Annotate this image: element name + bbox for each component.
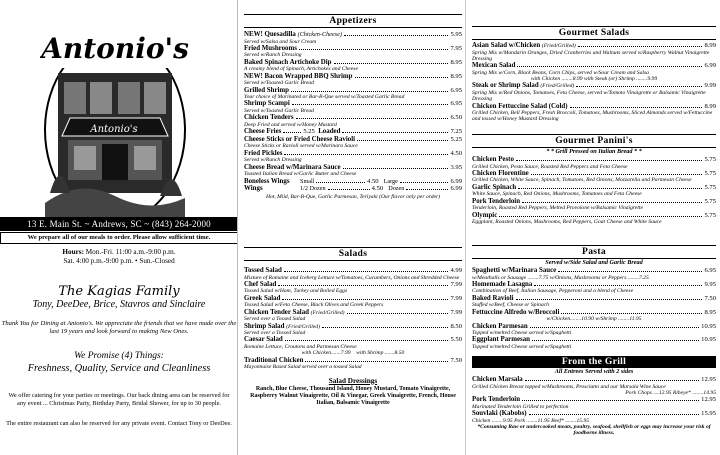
item-price: 5.75 — [704, 169, 716, 177]
item-price: 8.99 — [704, 102, 716, 110]
salads-heading: Salads — [244, 247, 462, 261]
item-desc: Served w/Ranch Dressing — [244, 157, 302, 164]
consumption-warning: *Consuming Raw or undercooked meats, poultry, seafood, shellfish or eggs may increase your risk of foodborne illness. — [477, 423, 711, 437]
item-sub: (Fried/Grilled) — [310, 309, 345, 316]
item-name: Souvlaki (Kabobs) — [472, 410, 527, 418]
item-name: Grilled Shrimp — [244, 86, 289, 94]
appetizers-section — [244, 14, 462, 200]
item-price: 6.95 — [450, 100, 462, 108]
item-price: 5.75 — [704, 156, 716, 163]
item-name: Wings — [244, 185, 263, 193]
item-desc: Mayonnaise Based Salad served over a tossed Salad — [244, 364, 362, 371]
caesar-chicken-option: with Chicken.......7.99 — [301, 350, 351, 357]
item-name: Eggplant Parmesan — [472, 336, 530, 344]
item-desc: Served over a Tossed Salad — [244, 316, 306, 323]
item-price: 12.95 — [701, 396, 716, 404]
item-price: 7.99 — [450, 308, 462, 316]
menu-item — [472, 323, 716, 337]
wings-note: Hot, Mild, Bar-B-Que, Garlic Parmesan, Teriyaki (Our flavor only per order) — [265, 193, 441, 200]
item-desc: Spring Mix w/Mandarin Oranges, Dried Cranberries and Walnuts served w/Raspberry Walnut Vinaigrette Dressing — [472, 49, 710, 62]
menu-item — [244, 309, 462, 323]
menu-item — [244, 336, 462, 356]
prepare-notice: We prepare all of our meals to order. Please allow sufficient time. — [0, 232, 238, 244]
item-desc: A creamy blend of Spinach, Artichokes and Cheese — [244, 66, 358, 73]
awning-text: Antonio's — [90, 124, 138, 135]
item-price: 3.95 — [450, 163, 462, 171]
item-price-small: 5.25 — [303, 128, 315, 136]
item-sub: (Chicken-Cheese) — [297, 31, 342, 38]
thanks-note: Thank You for Dining at Antonio's. We appreciate the friends that we have made over the last 19 years and look forward to making New Ones. — [1, 320, 237, 335]
item-price-a: 4.50 — [371, 185, 384, 193]
item-desc: Grilled Chicken, Bell Peppers, Fresh Broccoli, Tomatoes, Mushrooms, Sliced Almonds served w/Fettuccine and tossed w/Honey Mustard Dressing — [472, 110, 713, 123]
item-name: Chicken Fettuccine Salad (Cold) — [472, 102, 568, 110]
item-name: NEW! Quesadilla — [244, 31, 296, 38]
catering-note: We offer catering for your parties or meetings. Our back dining area can be reserved for any event ... Christmas Party, Birthday Party, Bridal Shower, for up to 30 people. — [8, 392, 230, 407]
menu-item — [472, 410, 716, 424]
item-name: Homemade Lasagna — [472, 280, 533, 288]
item-desc: Topped w/melted Cheese served w/Spaghetti — [472, 330, 572, 337]
item-desc: Cheese Sticks or Ravioli served w/Marinara Sauce — [244, 143, 358, 150]
item-desc: Stuffed w/Beef, Cheese or Spinach — [472, 302, 549, 309]
hours-line1: Mon.-Fri. 11:00 a.m.-9:00 p.m. — [85, 248, 176, 256]
item-price: 5.95 — [450, 31, 462, 38]
paninis-heading: Gourmet Panini's — [472, 134, 716, 148]
item-price: 4.99 — [450, 267, 462, 274]
paninis-section — [472, 134, 716, 225]
pasta-subhead: Served w/Side Salad and Garlic Bread — [545, 259, 643, 266]
item-desc: Toasted Italian Bread w/Garlic Butter and Cheese — [244, 171, 357, 178]
menu-item — [472, 103, 716, 123]
item-price-a: 4.50 — [367, 177, 379, 185]
grill-subhead: All Entrees Served with 2 sides — [554, 368, 634, 375]
item-size-b: Large — [383, 177, 398, 185]
item-price: 6.95 — [704, 267, 716, 274]
item-price: 7.50 — [450, 356, 462, 364]
address-bar: 13 E. Main St. ~ Andrews, SC ~ (843) 264-2000 — [0, 217, 238, 231]
item-name: Caesar Salad — [244, 336, 283, 344]
promise-heading: We Promise (4) Things: — [74, 351, 164, 361]
menu-item — [244, 136, 462, 150]
item-desc: Marinated Tenderloin Grilled to perfection — [472, 403, 569, 410]
mexican-options: with Chicken ........8.99 with Steak (or) Shrimp ........9.99 — [530, 76, 658, 83]
item-price: 9.95 — [704, 280, 716, 288]
item-desc: Eggplant, Roasted Onions, Mushrooms, Red Peppers, Goat Cheese and White Sauce — [472, 219, 662, 226]
item-desc: Served w/Toasted Garlic Bread — [244, 80, 314, 87]
appetizers-heading: Appetizers — [244, 14, 462, 28]
item-name: Chicken Marsala — [472, 376, 523, 383]
menu-item — [244, 59, 462, 73]
menu-item — [472, 336, 716, 350]
pasta-heading: Pasta — [472, 245, 716, 259]
menu-item — [244, 323, 462, 337]
item-desc: Mixture of Romaine and Iceberg Lettuce w/Tomatoes, Cucumbers, Onions and Shredded Cheese — [244, 274, 460, 281]
menu-item — [244, 281, 462, 295]
item-name: Cheese Bread w/Marinara Sauce — [244, 163, 341, 171]
item-name: Steak or Shrimp Salad — [472, 82, 539, 90]
item-name: Fried Mushrooms — [244, 44, 297, 52]
item-price: 6.99 — [450, 177, 463, 185]
menu-item — [472, 62, 716, 82]
menu-item — [472, 267, 716, 281]
item-price: 7.99 — [450, 280, 462, 288]
item-name: Olympic — [472, 211, 498, 219]
grill-section — [472, 356, 716, 437]
item-desc: Tenderloin, Roasted Red Peppers, Melted Provolone w/Balsamic Vinaigrette — [472, 205, 643, 212]
item-sub: (Fried/Grilled) — [541, 43, 576, 49]
item-name: Shrimp Scampi — [244, 100, 290, 108]
menu-item — [244, 178, 462, 186]
item-name: Pork Tenderloin — [472, 396, 521, 404]
item-price: 5.50 — [450, 336, 462, 344]
item-name: Asian Salad w/Chicken — [472, 42, 541, 49]
menu-item — [244, 267, 462, 281]
item-price: 4.50 — [450, 149, 462, 157]
menu-item — [472, 212, 716, 226]
family-heading: The Kagias Family — [58, 284, 180, 299]
item-name: Traditional Chicken — [244, 356, 304, 364]
item-name: Mexican Salad — [472, 62, 516, 70]
item-name: Tossed Salad — [244, 267, 282, 274]
item-desc: Spring Mix w/Corn, Black Beans, Corn Chips, served w/Sour Cream and Salsa — [472, 69, 649, 76]
item-name: Chicken Florentine — [472, 169, 529, 177]
menu-item — [472, 156, 716, 170]
appetizers-salads-column — [240, 0, 466, 455]
menu-item — [244, 45, 462, 59]
item-price: 7.25 — [450, 128, 462, 136]
item-price: 6.99 — [450, 185, 462, 193]
item-desc: Deep Fried and served w/Honey Mustard — [244, 121, 337, 128]
item-price: 6.99 — [704, 62, 716, 70]
item-price: 8.95 — [450, 72, 462, 80]
item-price: 8.99 — [704, 42, 716, 49]
item-name: NEW! Bacon Wrapped BBQ Shrimp — [244, 72, 353, 80]
item-name: Fettuccine Alfredo w/Broccoli — [472, 308, 560, 316]
item-desc: Tossed Salad w/Feta Cheese, Black Olives and Greek Peppers — [244, 302, 384, 309]
item-price: 8.50 — [450, 322, 462, 330]
gourmet-salads-section — [472, 26, 716, 123]
item-desc: Topped w/melted Cheese served w/Spaghetti — [472, 344, 572, 351]
menu-item — [244, 31, 462, 45]
menu-item — [244, 73, 462, 87]
item-desc: Your choice of Marinated or Bar-B-Que served w/Toasted Garlic Bread — [244, 94, 405, 101]
menu-item — [472, 376, 716, 396]
item-price: 5.75 — [704, 211, 716, 219]
item-name: Chicken Tender Salad — [244, 308, 309, 316]
logo-wordmark: Antonio's — [41, 32, 189, 65]
item-desc: w/Meatballs or Sausage ........7.75 w/Onions, Mushrooms or Peppers ........7.25 — [472, 274, 649, 281]
item-price: 7.95 — [450, 44, 462, 52]
item-name: Fried Pickles — [244, 149, 283, 157]
item-name: Chicken Pesto — [472, 156, 514, 163]
item-price: 5.75 — [704, 197, 716, 205]
menu-item — [472, 170, 716, 184]
item-name: Cheese Fries — [244, 128, 282, 136]
item-name: Garlic Spinach — [472, 183, 517, 191]
item-name: Greek Salad — [244, 294, 281, 302]
menu-item — [244, 164, 462, 178]
item-price: 7.50 — [704, 294, 716, 302]
item-price: 12.95 — [701, 376, 716, 383]
item-price: 6.95 — [450, 86, 462, 94]
item-price: 8.95 — [704, 308, 716, 316]
item-name: Chicken Tenders — [244, 114, 294, 122]
item-desc: Served w/Toasted Garlic Bread — [244, 108, 314, 115]
caesar-shrimp-option: with Shrimp .......8.50 — [356, 350, 405, 357]
private-event-note: The entire restaurant can also be reserved for any private event. Contact Tony or DeeDee. — [6, 420, 232, 427]
menu-item — [472, 281, 716, 295]
item-name: Chef Salad — [244, 280, 277, 288]
promise-text: Freshness, Quality, Service and Cleanliness — [27, 363, 211, 374]
pasta-section — [472, 245, 716, 350]
item-sub: (Fried/Grilled) — [540, 83, 575, 90]
item-desc: Served w/Salsa and Sour Cream — [244, 38, 317, 45]
item-desc: White Sauce, Spinach, Red Onions, Mushrooms, Tomatoes and Feta Cheese — [472, 191, 642, 198]
menu-item — [244, 357, 462, 371]
item-price: 6.50 — [450, 114, 462, 122]
item-desc: Served w/Ranch Dressing — [244, 52, 302, 59]
family-names: Tony, DeeDee, Brice, Stavros and Sinclaire — [32, 299, 206, 310]
item-desc: Romaine Lettuce, Croutons and Parmesan Cheese — [244, 344, 357, 351]
item-price: 10.95 — [701, 336, 716, 344]
paninis-subhead: * * Grill Pressed on Italian Bread * * — [546, 148, 642, 155]
item-price: 5.75 — [704, 183, 716, 191]
item-price: 7.99 — [450, 294, 462, 302]
item-name: Baked Ravioli — [472, 294, 514, 302]
item-price: 10.95 — [701, 322, 716, 330]
item-size-b: Dozen — [388, 185, 405, 193]
item-desc: Served over a Tossed Salad — [244, 330, 306, 337]
item-size-a: Small — [300, 177, 315, 185]
item-mid-label: Loaded — [318, 128, 341, 136]
item-desc: Combination of Beef, Italian Sausage, Pepperoni and a blend of Cheese — [472, 288, 634, 295]
item-desc: Grilled Chicken Breast topped w/Mushrooms, Prosciutto and our Marsala Wine Sauce — [472, 383, 666, 390]
item-price: 5.25 — [450, 135, 462, 143]
menu-item — [244, 87, 462, 101]
item-desc: Grilled Chicken, White Sauce, Spinach, Tomatoes, Red Onions, Mozzarella and Parmesan Cheese — [472, 177, 692, 184]
hours-label: Hours: — [62, 248, 84, 256]
item-price: 15.95 — [701, 410, 716, 418]
salads-section — [244, 247, 462, 407]
item-desc: Chicken ........9.95 Pork ........11.95 Beef* ........15.95 — [472, 417, 590, 424]
menu-item — [472, 396, 716, 410]
dressings-list: Ranch, Blue Cheese, Thousand Island, Honey Mustard, Tomato Vinaigrette, Raspberry Walnut Vinaigrette, Oil & Vinegar, Greek Vinaigrette, French, House Italian, Balsamic Vinaigrette — [250, 385, 456, 406]
menu-item — [244, 114, 462, 128]
item-name: Cheese Sticks or Fried Cheese Ravioli — [244, 135, 356, 143]
menu-item — [472, 295, 716, 309]
item-name: Spaghetti w/Marinara Sauce — [472, 267, 557, 274]
grill-heading: From the Grill — [472, 356, 716, 368]
menu-item — [472, 82, 716, 102]
menu-item — [472, 184, 716, 198]
menu-item — [472, 198, 716, 212]
dressings-heading: Salad Dressings — [328, 376, 378, 385]
item-desc: Spring Mix w/Red Onions, Tomatoes, Feta Cheese, served w/Tomato Vinaigrette or Balsamic Vinaigrette Dressing — [472, 89, 706, 103]
item-sub: (Fried/Grilled) — [286, 323, 320, 330]
gourmet-pasta-grill-column — [468, 0, 720, 455]
gourmet-salads-heading: Gourmet Salads — [472, 26, 716, 40]
restaurant-info-column — [0, 0, 238, 455]
item-size-a: 1/2 Dozen — [300, 185, 326, 193]
item-desc: w/Chicken........10.90 w/Shrimp ........11.95 — [546, 316, 642, 323]
hours-block — [0, 248, 238, 266]
menu-item — [244, 295, 462, 309]
menu-item — [244, 100, 462, 114]
hours-line2: Sat. 4:00 p.m.-9:00 p.m. • Sun.-Closed — [63, 257, 175, 265]
item-price: 8.95 — [450, 58, 462, 66]
menu-item — [472, 42, 716, 62]
item-name: Pork Tenderloin — [472, 197, 521, 205]
item-price: 9.99 — [704, 82, 716, 90]
restaurant-storefront-illustration — [40, 18, 190, 228]
menu-item — [244, 185, 462, 193]
grill-extra-options: Pork Chops ....12.95 Ribeye* ........14.95 — [625, 389, 716, 396]
menu-item — [244, 128, 462, 136]
menu-item — [244, 150, 462, 164]
item-name: Boneless Wings — [244, 177, 290, 185]
item-desc: Grilled Chicken, Pesto Sauce, Roasted Red Peppers and Feta Cheese — [472, 163, 628, 170]
item-name: Baked Spinach Artichoke Dip — [244, 58, 332, 66]
item-name: Chicken Parmesan — [472, 322, 528, 330]
item-desc: Tossed Salad w/Ham, Turkey and Boiled Eggs — [244, 288, 348, 295]
menu-item — [472, 309, 716, 323]
item-name: Shrimp Salad — [244, 322, 285, 330]
